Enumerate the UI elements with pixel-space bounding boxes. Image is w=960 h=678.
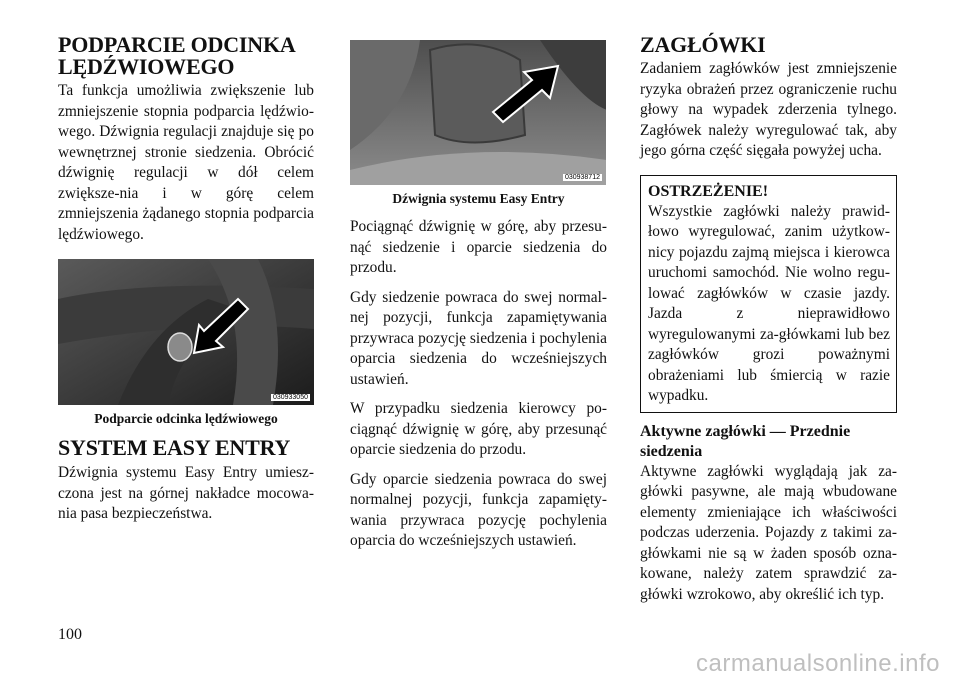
middle-column xyxy=(350,40,607,552)
warning-title: OSTRZEŻENIE! xyxy=(648,182,769,200)
easy-entry-lever-photo xyxy=(350,40,606,185)
lumbar-text: Ta funkcja umożliwia zwiększenie lub zmniejszenie stopnia podparcia lędźwio-wego. Dźwignia regulacji znajduje się po wewnętrznej stronie siedzenia. Obrócić dźwignię regulacji w dół celem zwiększe-nia i w górę celem zmniejszenia żądanego stopnia podparcia lędźwiowego. xyxy=(58,82,314,243)
left-column xyxy=(58,34,314,525)
watermark: carmanualsonline.info xyxy=(696,650,940,677)
head-restraints-heading: ZAGŁÓWKI xyxy=(640,32,766,57)
paragraph: Pociągnąć dźwignię w górę, aby przesu-nąć siedzenie i oparcie siedzenia do przodu. xyxy=(350,218,607,276)
lumbar-support-photo xyxy=(58,259,314,405)
easy-entry-text: Dźwignia systemu Easy Entry umiesz-czona jest na górnej nakładce mocowa-nia pasa bezpieczeństwa. xyxy=(58,464,314,522)
paragraph: Gdy siedzenie powraca do swej normal-nej pozycji, funkcja zapamiętywania przywraca pozycję siedzenia i pochylenia oparcia siedzenia do wcześniejszych ustawień. xyxy=(350,288,607,388)
lumbar-heading: PODPARCIE ODCINKA LĘDŹWIOWEGO xyxy=(58,32,295,79)
figure-code: 030938712 xyxy=(564,174,600,181)
head-restraints-intro: Zadaniem zagłówków jest zmniejszenie ryzyka obrażeń przez ograniczenie ruchu głowy na wypadek zderzenia tylnego. Zagłówek należy wyregulować tak, aby jego górna część sięgała powyżej ucha. xyxy=(640,60,897,159)
lumbar-photo-illustration xyxy=(58,259,314,405)
active-head-restraints-text: Aktywne zagłówki wyglądają jak za-główki pasywne, ale mają wbudowane elementy zmieniające ich właściwości podczas uderzenia. Pojazdy z takimi za-główkami nie są w żaden sposób ozna-kowane, należy zatem sprawdzić za-główki wzrokowo, aby określić ich typ. xyxy=(640,462,897,603)
right-column xyxy=(640,34,897,605)
active-head-restraints-heading: Aktywne zagłówki — Przednie siedzenia xyxy=(640,422,851,460)
warning-box xyxy=(640,175,897,413)
paragraph: W przypadku siedzenia kierowcy po-ciągnąć dźwignię w górę, aby przesunąć oparcie siedzenia do przodu. xyxy=(350,400,607,458)
lumbar-caption: Podparcie odcinka lędźwiowego xyxy=(94,411,278,426)
page-number: 100 xyxy=(58,626,82,643)
easy-entry-photo-illustration xyxy=(350,40,606,185)
paragraph: Gdy oparcie siedzenia powraca do swej normalnej pozycji, funkcja zapamięty-wania przywraca pozycję pochylenia oparcia do wcześniejszych ustawień. xyxy=(350,470,607,549)
easy-entry-heading: SYSTEM EASY ENTRY xyxy=(58,435,291,460)
figure-code: 030933050 xyxy=(272,394,308,401)
warning-text: Wszystkie zagłówki należy prawid-łowo wyregulować, zanim użytkow-nicy pojazdu zajmą miejsca i kierowca uruchomi samochód. Nie wolno regu-lować zagłówków w czasie jazdy. Jazda z nieprawidłowo wyregulowanymi za-główkami lub bez zagłówków grozi poważnymi obrażeniami lub śmiercią w razie wypadku. xyxy=(648,202,890,404)
easy-entry-caption: Dźwignia systemu Easy Entry xyxy=(392,191,565,206)
